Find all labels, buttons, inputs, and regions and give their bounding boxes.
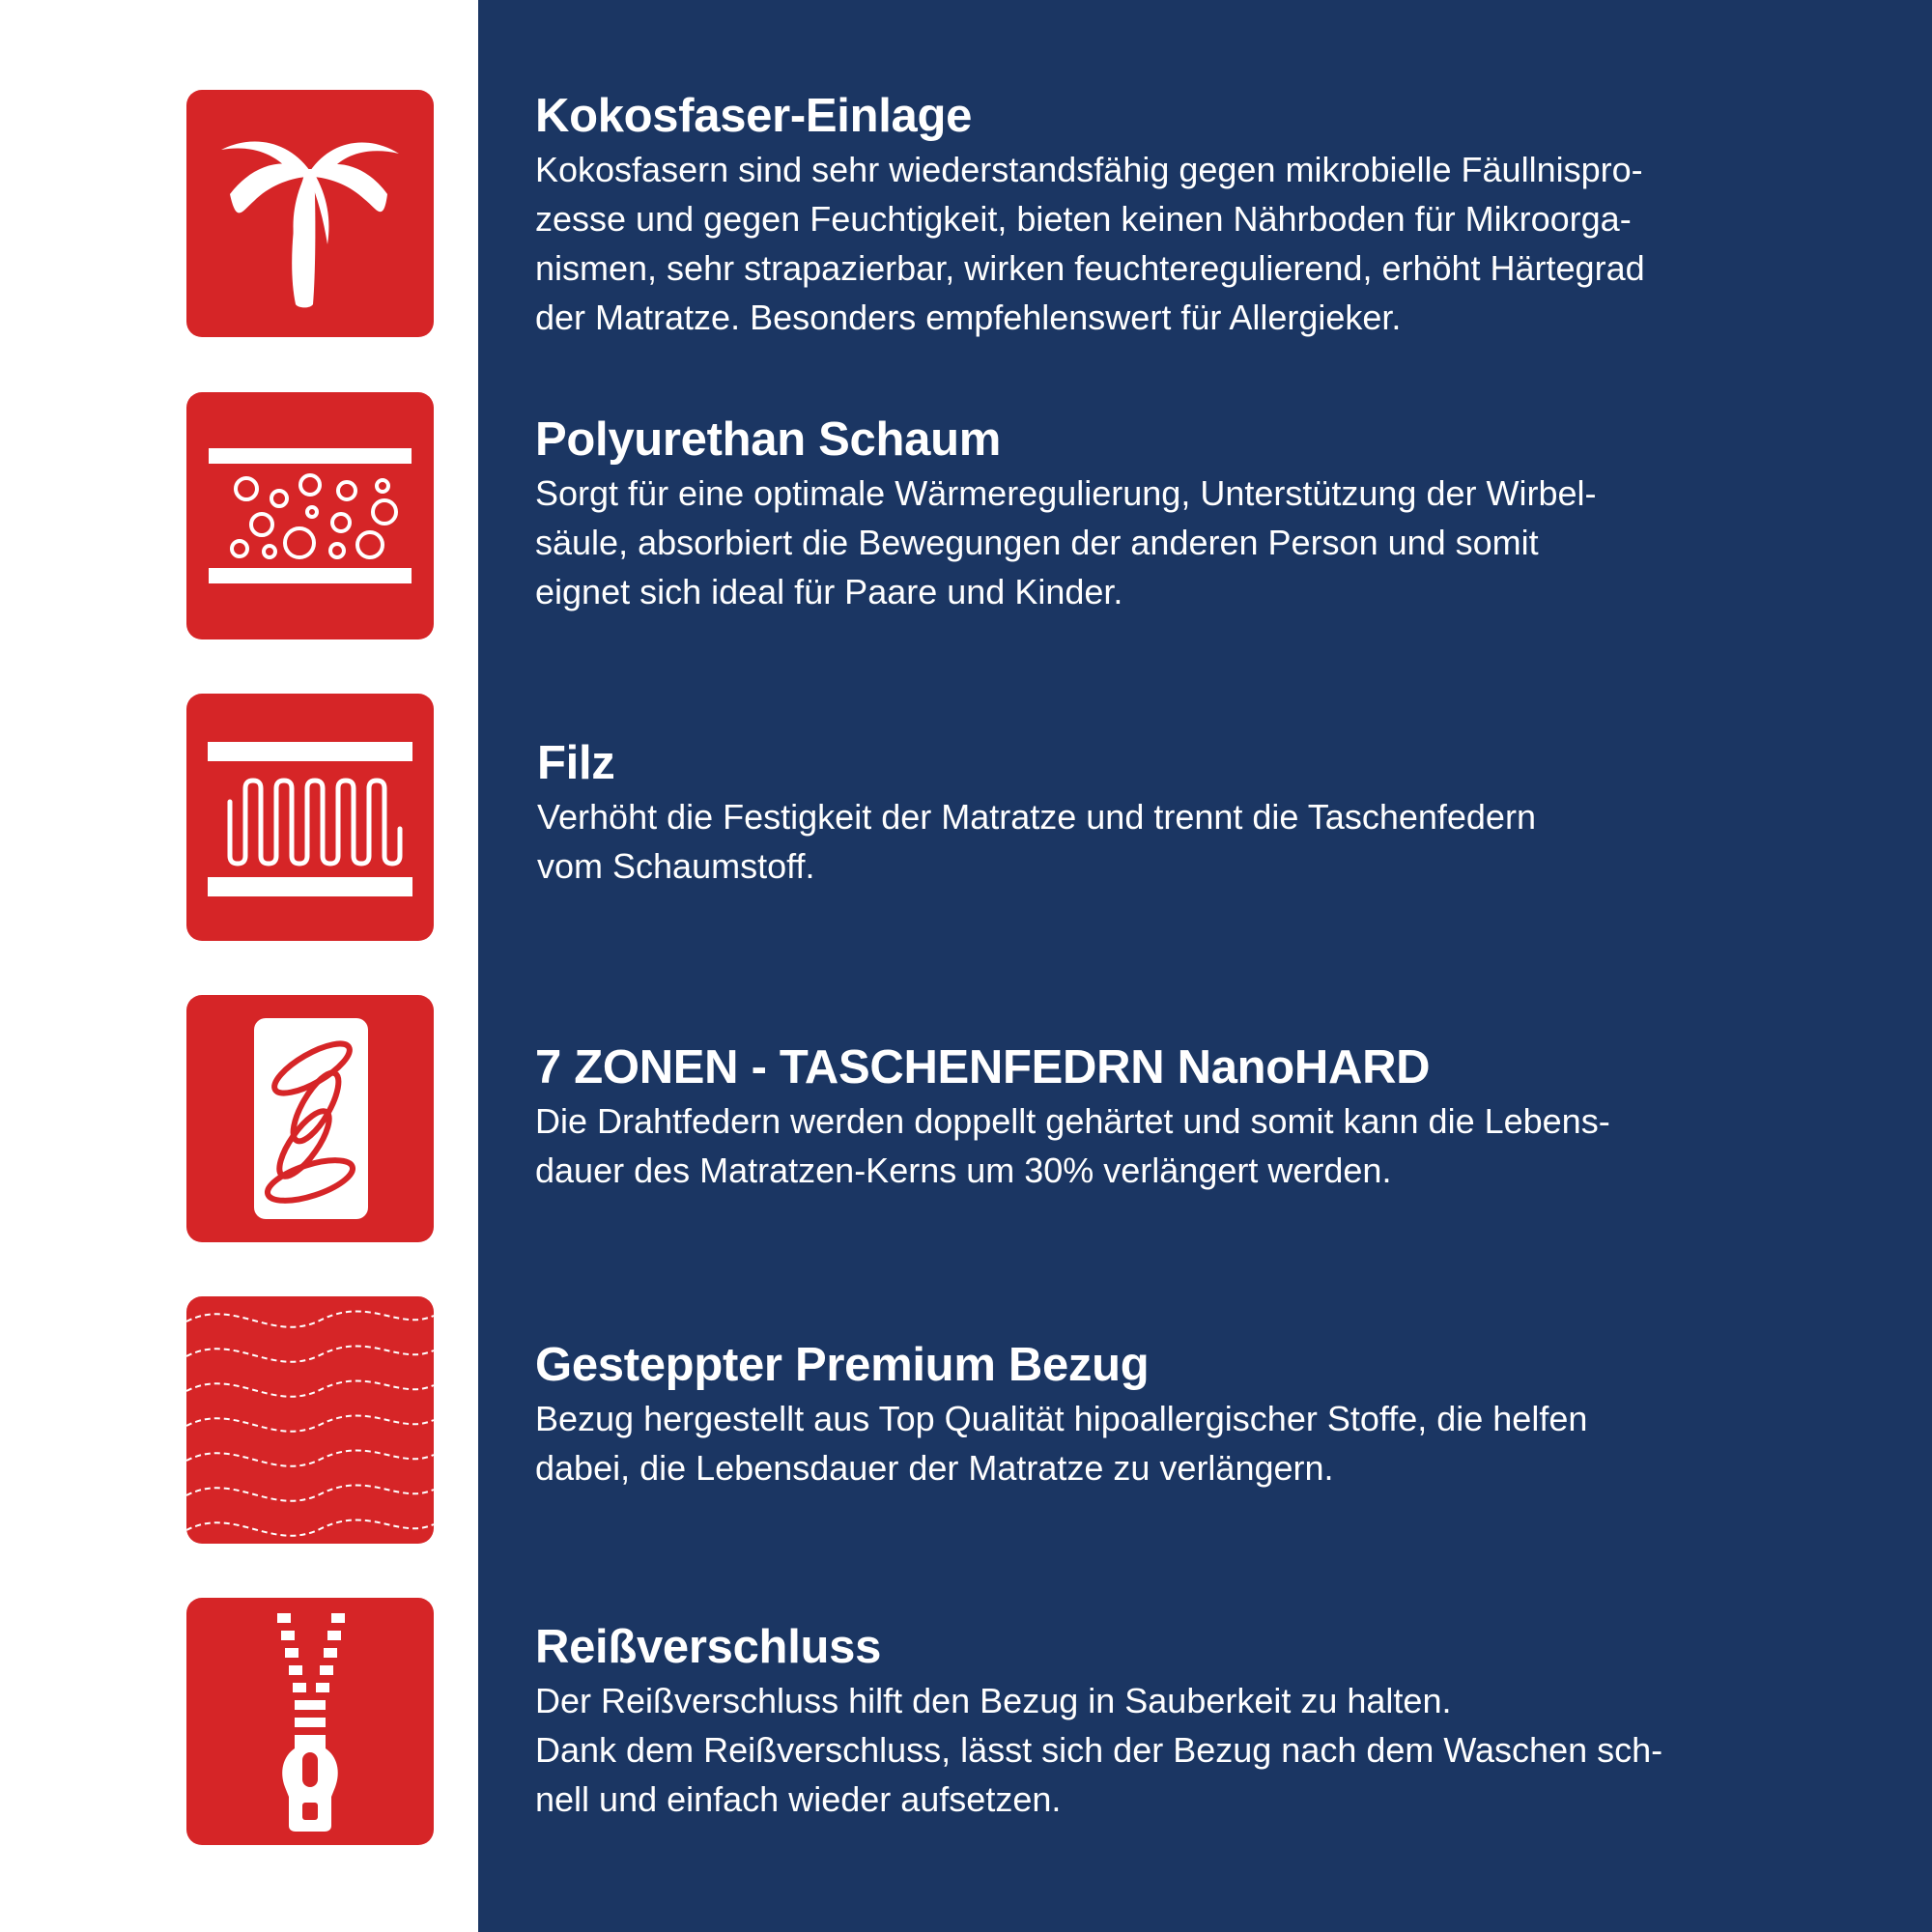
foam-layer-icon — [186, 392, 434, 639]
feature-description: Der Reißverschluss hilft den Bezug in Sauberkeit zu halten. Dank dem Reißverschluss, lässt sich der Bezug nach dem Waschen sch- nell und einfach wieder aufsetzen. — [535, 1681, 1663, 1819]
felt-layer-icon — [186, 694, 434, 941]
pocket-spring-icon — [186, 995, 434, 1242]
feature-filz — [537, 734, 1793, 891]
feature-title: Gesteppter Premium Bezug — [535, 1339, 1150, 1391]
feature-description: Bezug hergestellt aus Top Qualität hipoallergischer Stoffe, die helfen dabei, die Lebensdauer der Matratze zu verlängern. — [535, 1399, 1588, 1488]
feature-description: Verhöht die Festigkeit der Matratze und trennt die Taschenfedern vom Schaumstoff. — [537, 797, 1536, 886]
feature-description: Kokosfasern sind sehr wiederstandsfähig gegen mikrobielle Fäullnispro- zesse und gegen Feuchtigkeit, bieten keinen Nährboden für Mikroorga- nismen, sehr strapazierbar, wirken feuchteregulierend, erhöht Härtegrad der Matratze. Besonders empfehlenswert für Allergieker. — [535, 150, 1645, 337]
feature-kokosfaser — [535, 87, 1791, 342]
feature-bezug — [535, 1336, 1791, 1492]
feature-taschenfedern — [535, 1038, 1791, 1195]
quilted-fabric-icon — [186, 1296, 434, 1544]
palm-tree-icon — [186, 90, 434, 337]
feature-title: Kokosfaser-Einlage — [535, 90, 973, 142]
feature-title: 7 ZONEN - TASCHENFEDRN NanoHARD — [535, 1041, 1431, 1094]
feature-title: Polyurethan Schaum — [535, 413, 1001, 466]
feature-description: Sorgt für eine optimale Wärmeregulierung, Unterstützung der Wirbel- säule, absorbiert die Bewegungen der anderen Person und somit eignet sich ideal für Paare und Kinder. — [535, 473, 1597, 611]
zipper-icon — [186, 1598, 434, 1845]
feature-title: Reißverschluss — [535, 1621, 882, 1673]
feature-title: Filz — [537, 737, 615, 789]
feature-description: Die Drahtfedern werden doppellt gehärtet und somit kann die Lebens- dauer des Matratzen-Kerns um 30% verlängert werden. — [535, 1101, 1610, 1190]
feature-polyurethan — [535, 411, 1791, 616]
feature-reissverschluss — [535, 1618, 1791, 1824]
